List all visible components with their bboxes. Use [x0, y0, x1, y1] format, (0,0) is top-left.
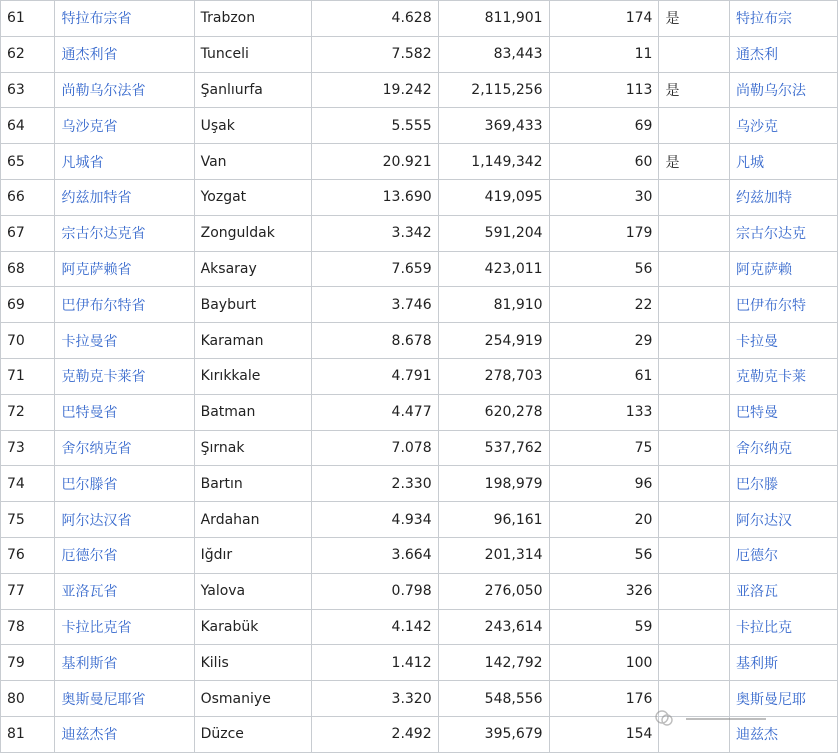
- districts-cell: 326: [549, 573, 659, 609]
- turkish-name-cell: Yalova: [194, 573, 311, 609]
- capital-link[interactable]: 阿克萨赖: [736, 261, 793, 278]
- flag-cell: [659, 287, 730, 323]
- watermark-line: [686, 718, 766, 720]
- wechat-icon: [654, 708, 674, 728]
- area-cell: 4.934: [311, 502, 438, 538]
- table-row: [1, 358, 838, 394]
- flag-cell: [659, 323, 730, 359]
- capital-link[interactable]: 巴伊布尔特: [736, 297, 807, 314]
- population-cell: 537,762: [438, 430, 549, 466]
- area-cell: 20.921: [311, 144, 438, 180]
- row-number-cell: 76: [1, 537, 55, 573]
- province-name-link[interactable]: 尚勒乌尔法省: [61, 82, 146, 99]
- population-cell: 2,115,256: [438, 72, 549, 108]
- area-cell: 7.582: [311, 36, 438, 72]
- capital-cell: [730, 573, 838, 609]
- province-name-link[interactable]: 凡城省: [61, 154, 104, 171]
- row-number-cell: 81: [1, 716, 55, 752]
- capital-cell: [730, 609, 838, 645]
- population-cell: 1,149,342: [438, 144, 549, 180]
- province-name-cell: [55, 179, 194, 215]
- row-number-cell: 71: [1, 358, 55, 394]
- capital-cell: [730, 251, 838, 287]
- districts-cell: 60: [549, 144, 659, 180]
- province-name-cell: [55, 609, 194, 645]
- capital-link[interactable]: 舍尔纳克: [736, 440, 793, 457]
- flag-cell: [659, 108, 730, 144]
- capital-link[interactable]: 克勒克卡莱: [736, 369, 807, 386]
- area-cell: 3.746: [311, 287, 438, 323]
- capital-link[interactable]: 基利斯: [736, 655, 779, 672]
- table-row: [1, 466, 838, 502]
- turkish-name-cell: Zonguldak: [194, 215, 311, 251]
- province-name-link[interactable]: 宗古尔达克省: [61, 226, 146, 243]
- row-number-cell: 69: [1, 287, 55, 323]
- population-cell: 198,979: [438, 466, 549, 502]
- districts-cell: 179: [549, 215, 659, 251]
- population-cell: 81,910: [438, 287, 549, 323]
- province-name-cell: [55, 502, 194, 538]
- province-name-cell: [55, 215, 194, 251]
- capital-link[interactable]: 通杰利: [736, 47, 779, 64]
- turkish-name-cell: Aksaray: [194, 251, 311, 287]
- flag-cell: [659, 537, 730, 573]
- province-name-link[interactable]: 通杰利省: [61, 47, 118, 64]
- population-cell: 419,095: [438, 179, 549, 215]
- flag-cell: [659, 36, 730, 72]
- turkish-name-cell: Düzce: [194, 716, 311, 752]
- capital-cell: [730, 323, 838, 359]
- capital-link[interactable]: 厄德尔: [736, 548, 779, 565]
- districts-cell: 154: [549, 716, 659, 752]
- capital-link[interactable]: 卡拉比克: [736, 619, 793, 636]
- population-cell: 201,314: [438, 537, 549, 573]
- districts-cell: 100: [549, 645, 659, 681]
- population-cell: 278,703: [438, 358, 549, 394]
- population-cell: 276,050: [438, 573, 549, 609]
- flag-cell: 是: [659, 1, 730, 37]
- province-name-link[interactable]: 特拉布宗省: [61, 11, 132, 28]
- area-cell: 2.330: [311, 466, 438, 502]
- flag-cell: [659, 645, 730, 681]
- table-row: [1, 394, 838, 430]
- capital-link[interactable]: 巴尔滕: [736, 476, 779, 493]
- capital-cell: [730, 537, 838, 573]
- districts-cell: 96: [549, 466, 659, 502]
- population-cell: 96,161: [438, 502, 549, 538]
- area-cell: 8.678: [311, 323, 438, 359]
- province-name-link[interactable]: 阿克萨赖省: [61, 261, 132, 278]
- population-cell: 369,433: [438, 108, 549, 144]
- table-row: [1, 645, 838, 681]
- province-name-cell: [55, 358, 194, 394]
- table-row: [1, 323, 838, 359]
- table-row: [1, 36, 838, 72]
- turkish-name-cell: Osmaniye: [194, 681, 311, 717]
- turkish-name-cell: Yozgat: [194, 179, 311, 215]
- capital-cell: [730, 1, 838, 37]
- row-number-cell: 63: [1, 72, 55, 108]
- row-number-cell: 61: [1, 1, 55, 37]
- turkish-name-cell: Ardahan: [194, 502, 311, 538]
- capital-link[interactable]: 宗古尔达克: [736, 226, 807, 243]
- districts-cell: 174: [549, 1, 659, 37]
- flag-cell: [659, 215, 730, 251]
- province-name-cell: [55, 430, 194, 466]
- row-number-cell: 70: [1, 323, 55, 359]
- area-cell: 0.798: [311, 573, 438, 609]
- row-number-cell: 80: [1, 681, 55, 717]
- watermark: [648, 700, 798, 740]
- capital-cell: [730, 645, 838, 681]
- province-name-link[interactable]: 亚洛瓦省: [61, 584, 118, 601]
- area-cell: 4.142: [311, 609, 438, 645]
- table-row: [1, 537, 838, 573]
- row-number-cell: 67: [1, 215, 55, 251]
- province-name-link[interactable]: 克勒克卡莱省: [61, 369, 146, 386]
- area-cell: 3.320: [311, 681, 438, 717]
- row-number-cell: 73: [1, 430, 55, 466]
- table-row: [1, 502, 838, 538]
- flag-cell: [659, 394, 730, 430]
- capital-cell: [730, 72, 838, 108]
- capital-cell: [730, 108, 838, 144]
- province-name-cell: [55, 573, 194, 609]
- province-name-link[interactable]: 迪兹杰省: [61, 727, 118, 744]
- area-cell: 4.628: [311, 1, 438, 37]
- area-cell: 5.555: [311, 108, 438, 144]
- province-name-cell: [55, 144, 194, 180]
- districts-cell: 56: [549, 251, 659, 287]
- population-cell: 811,901: [438, 1, 549, 37]
- turkish-name-cell: Şanlıurfa: [194, 72, 311, 108]
- province-name-link[interactable]: 阿尔达汉省: [61, 512, 132, 529]
- province-name-cell: [55, 323, 194, 359]
- capital-link[interactable]: 特拉布宗: [736, 11, 793, 28]
- capital-link[interactable]: 凡城: [736, 154, 765, 171]
- row-number-cell: 74: [1, 466, 55, 502]
- province-name-cell: [55, 716, 194, 752]
- capital-cell: [730, 430, 838, 466]
- turkish-name-cell: Uşak: [194, 108, 311, 144]
- districts-cell: 29: [549, 323, 659, 359]
- area-cell: 1.412: [311, 645, 438, 681]
- row-number-cell: 78: [1, 609, 55, 645]
- area-cell: 13.690: [311, 179, 438, 215]
- districts-cell: 113: [549, 72, 659, 108]
- table-row: [1, 108, 838, 144]
- area-cell: 3.342: [311, 215, 438, 251]
- turkish-name-cell: Bayburt: [194, 287, 311, 323]
- table-row: [1, 251, 838, 287]
- province-name-link[interactable]: 巴尔滕省: [61, 476, 118, 493]
- row-number-cell: 62: [1, 36, 55, 72]
- province-name-cell: [55, 394, 194, 430]
- row-number-cell: 66: [1, 179, 55, 215]
- turkish-name-cell: Van: [194, 144, 311, 180]
- capital-link[interactable]: 阿尔达汉: [736, 512, 793, 529]
- table-row: [1, 609, 838, 645]
- capital-link[interactable]: 卡拉曼: [736, 333, 779, 350]
- province-name-cell: [55, 1, 194, 37]
- districts-cell: 30: [549, 179, 659, 215]
- table-row: [1, 1, 838, 37]
- table-row: [1, 430, 838, 466]
- turkish-name-cell: Tunceli: [194, 36, 311, 72]
- row-number-cell: 68: [1, 251, 55, 287]
- turkish-name-cell: Batman: [194, 394, 311, 430]
- districts-cell: 11: [549, 36, 659, 72]
- capital-cell: [730, 215, 838, 251]
- capital-link[interactable]: 巴特曼: [736, 405, 779, 422]
- population-cell: 142,792: [438, 645, 549, 681]
- turkish-name-cell: Trabzon: [194, 1, 311, 37]
- flag-cell: [659, 609, 730, 645]
- table-row: [1, 179, 838, 215]
- province-name-link[interactable]: 乌沙克省: [61, 118, 118, 135]
- flag-cell: [659, 502, 730, 538]
- province-name-link[interactable]: 舍尔纳克省: [61, 440, 132, 457]
- area-cell: 4.477: [311, 394, 438, 430]
- area-cell: 3.664: [311, 537, 438, 573]
- turkish-name-cell: Karaman: [194, 323, 311, 359]
- table-body: [1, 1, 838, 753]
- turkish-name-cell: Bartın: [194, 466, 311, 502]
- province-name-cell: [55, 645, 194, 681]
- row-number-cell: 64: [1, 108, 55, 144]
- flag-cell: [659, 358, 730, 394]
- area-cell: 7.659: [311, 251, 438, 287]
- province-name-link[interactable]: 厄德尔省: [61, 548, 118, 565]
- capital-cell: [730, 502, 838, 538]
- population-cell: 620,278: [438, 394, 549, 430]
- population-cell: 395,679: [438, 716, 549, 752]
- population-cell: 423,011: [438, 251, 549, 287]
- districts-cell: 20: [549, 502, 659, 538]
- population-cell: 254,919: [438, 323, 549, 359]
- province-name-link[interactable]: 巴伊布尔特省: [61, 297, 146, 314]
- flag-cell: [659, 466, 730, 502]
- flag-cell: [659, 573, 730, 609]
- capital-link[interactable]: 奥斯曼尼耶: [736, 691, 807, 708]
- turkish-name-cell: Karabük: [194, 609, 311, 645]
- population-cell: 83,443: [438, 36, 549, 72]
- flag-cell: [659, 179, 730, 215]
- flag-cell: [659, 251, 730, 287]
- province-name-cell: [55, 287, 194, 323]
- row-number-cell: 75: [1, 502, 55, 538]
- table-row: [1, 573, 838, 609]
- capital-cell: [730, 394, 838, 430]
- capital-cell: [730, 36, 838, 72]
- area-cell: 7.078: [311, 430, 438, 466]
- province-name-cell: [55, 537, 194, 573]
- population-cell: 243,614: [438, 609, 549, 645]
- capital-link[interactable]: 迪兹杰: [736, 727, 779, 744]
- capital-link[interactable]: 尚勒乌尔法: [736, 82, 807, 99]
- province-name-link[interactable]: 卡拉比克省: [61, 619, 132, 636]
- row-number-cell: 72: [1, 394, 55, 430]
- flag-cell: 是: [659, 72, 730, 108]
- districts-cell: 61: [549, 358, 659, 394]
- province-name-link[interactable]: 约兹加特省: [61, 190, 132, 207]
- province-name-cell: [55, 108, 194, 144]
- table-row: [1, 215, 838, 251]
- turkish-name-cell: Kırıkkale: [194, 358, 311, 394]
- districts-cell: 69: [549, 108, 659, 144]
- row-number-cell: 79: [1, 645, 55, 681]
- table-row: [1, 144, 838, 180]
- capital-link[interactable]: 约兹加特: [736, 190, 793, 207]
- row-number-cell: 65: [1, 144, 55, 180]
- capital-link[interactable]: 亚洛瓦: [736, 584, 779, 601]
- districts-cell: 75: [549, 430, 659, 466]
- flag-cell: 是: [659, 144, 730, 180]
- province-name-cell: [55, 72, 194, 108]
- area-cell: 4.791: [311, 358, 438, 394]
- population-cell: 591,204: [438, 215, 549, 251]
- row-number-cell: 77: [1, 573, 55, 609]
- table-row: [1, 287, 838, 323]
- turkish-name-cell: Kilis: [194, 645, 311, 681]
- capital-cell: [730, 466, 838, 502]
- province-name-cell: [55, 681, 194, 717]
- area-cell: 19.242: [311, 72, 438, 108]
- province-name-link[interactable]: 卡拉曼省: [61, 333, 118, 350]
- province-name-link[interactable]: 基利斯省: [61, 655, 118, 672]
- capital-cell: [730, 358, 838, 394]
- table-row: [1, 72, 838, 108]
- province-name-link[interactable]: 奥斯曼尼耶省: [61, 691, 146, 708]
- flag-cell: [659, 430, 730, 466]
- capital-link[interactable]: 乌沙克: [736, 118, 779, 135]
- province-name-cell: [55, 466, 194, 502]
- districts-cell: 176: [549, 681, 659, 717]
- districts-cell: 133: [549, 394, 659, 430]
- districts-cell: 59: [549, 609, 659, 645]
- province-name-cell: [55, 251, 194, 287]
- capital-cell: [730, 144, 838, 180]
- turkish-name-cell: Iğdır: [194, 537, 311, 573]
- province-name-cell: [55, 36, 194, 72]
- turkish-name-cell: Şırnak: [194, 430, 311, 466]
- districts-cell: 22: [549, 287, 659, 323]
- area-cell: 2.492: [311, 716, 438, 752]
- districts-cell: 56: [549, 537, 659, 573]
- population-cell: 548,556: [438, 681, 549, 717]
- province-name-link[interactable]: 巴特曼省: [61, 405, 118, 422]
- capital-cell: [730, 179, 838, 215]
- capital-cell: [730, 287, 838, 323]
